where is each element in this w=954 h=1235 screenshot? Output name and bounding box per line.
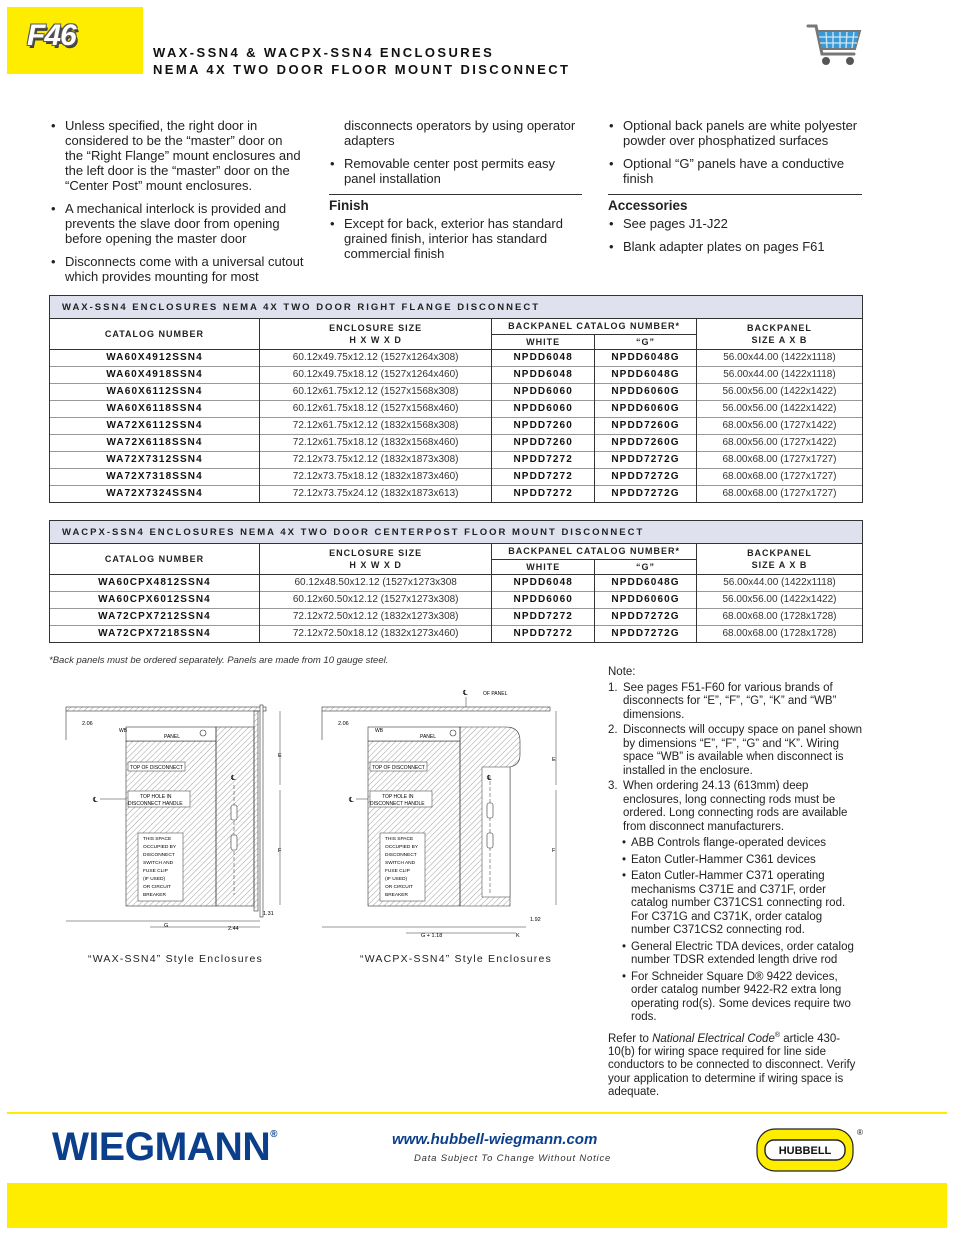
- enclosure-size-cell: 72.12x73.75x12.12 (1832x1873x308): [259, 451, 491, 468]
- backpanel-size-cell: 68.00x68.00 (1727x1727): [696, 451, 862, 468]
- table-body: [50, 349, 862, 502]
- page-number: F46: [27, 19, 76, 52]
- catalog-number-cell: WA72X6112SSN4: [106, 420, 203, 431]
- backpanel-white-cell: NPDD7272: [492, 451, 595, 468]
- centerline-symbol: ℄: [349, 797, 354, 804]
- backpanel-white-cell: NPDD6048: [492, 366, 595, 383]
- backpanel-g-cell: NPDD7260G: [595, 417, 697, 434]
- note-text: See pages F51-F60 for various brands of disconnects for “E”, “F”, “G”, “K” and “WB” dimensions.: [623, 681, 837, 721]
- enclosure-size-cell: 72.12x72.50x12.12 (1832x1273x308): [260, 608, 492, 625]
- space-line: THIS SPACE: [385, 837, 414, 842]
- enclosure-size-cell: 60.12x61.75x18.12 (1527x1568x460): [259, 400, 491, 417]
- intro-bullet: • Unless specified, the right door in considered to be the “master” door on the “Right Flange” mount enclosures and the left door is the “master” door on the “Center Post” mount enclosures.: [50, 118, 304, 193]
- backpanel-white-cell: NPDD6060: [492, 400, 595, 417]
- header-enclosure-size: [260, 544, 492, 574]
- catalog-number-cell: WA72X7324SSN4: [106, 488, 203, 500]
- note-subitem: • For Schneider Square D® 9422 devices, order catalog number 9422-R2 extra long operating rod(s). Some devices require two rods.: [623, 971, 864, 1025]
- optional-label: Optional: [623, 156, 672, 171]
- note-subitem: • ABB Controls flange-operated devices: [623, 837, 864, 851]
- catalog-number-cell: WA60X6118SSN4: [106, 403, 203, 414]
- hubbell-logo: [755, 1127, 863, 1173]
- backpanel-white-cell: NPDD7260: [492, 417, 595, 434]
- table-row: [50, 485, 862, 502]
- wax-ssn4-table: [49, 295, 863, 503]
- label-top-of-disconnect: TOP OF DISCONNECT: [372, 765, 425, 771]
- dim-k: K: [516, 933, 520, 939]
- dim-g-plus: G + 1.18: [421, 933, 443, 939]
- note-subitem: • General Electric TDA devices, order catalog number TDSR extended length drive rod: [623, 941, 864, 968]
- notes: [608, 666, 864, 1100]
- backpanel-size-cell: 68.00x56.00 (1727x1422): [696, 417, 862, 434]
- note-text: Disconnects will occupy space on panel shown by dimensions “E”, “F”, “G” and “K”. Wiring space “WB” is available when disconnect is installed in the enclosure.: [623, 724, 863, 777]
- table-row: [50, 451, 862, 468]
- brand-name: WIEGMANN: [52, 1125, 271, 1169]
- header-catalog-number: CATALOG NUMBER: [50, 544, 260, 574]
- header-g: “G”: [595, 334, 697, 349]
- backpanel-g-cell: NPDD7272G: [595, 451, 697, 468]
- intro-column-3: [608, 118, 862, 262]
- header-catalog-number: CATALOG NUMBER: [50, 319, 259, 349]
- dim-f: F: [278, 848, 282, 854]
- note-item: 2. Disconnects will occupy space on panel shown by dimensions “E”, “F”, “G” and “K”. Wiring space “WB” is available when disconnect is installed in the enclosure.: [608, 724, 863, 777]
- table-row: [50, 625, 862, 642]
- backpanel-white-cell: NPDD6060: [492, 591, 595, 608]
- backpanel-size-cell: 68.00x56.00 (1727x1422): [696, 434, 862, 451]
- backpanel-size-cell: 56.00x56.00 (1422x1422): [696, 400, 862, 417]
- backpanel-g-cell: NPDD6060G: [595, 383, 697, 400]
- table-row: [50, 574, 862, 591]
- label-of-panel: OF PANEL: [483, 691, 508, 697]
- page-title: [153, 44, 570, 78]
- wacpx-ssn4-table: [49, 520, 863, 643]
- catalog-number-cell: WA60X4912SSN4: [106, 352, 203, 363]
- backpanel-g-cell: NPDD7260G: [595, 434, 697, 451]
- label-top-hole-2: DISCONNECT HANDLE: [128, 801, 183, 807]
- dim-2-06: 2.06: [82, 721, 93, 727]
- enclosure-size-cell: 60.12x48.50x12.12 (1527x1273x308: [260, 574, 492, 591]
- nec-reference: [608, 1029, 864, 1100]
- space-line: OCCUPIED BY: [385, 845, 419, 850]
- space-line: SWITCH AND: [143, 861, 174, 866]
- page-tab: [7, 7, 143, 74]
- dim-2-06: 2.06: [338, 721, 349, 727]
- intro-bullet: • Removable center post permits easy panel installation: [329, 156, 582, 186]
- catalog-number-cell: WA72X7318SSN4: [106, 471, 203, 482]
- backpanel-g-cell: NPDD6060G: [595, 400, 697, 417]
- table-title: WACPX-SSN4 ENCLOSURES NEMA 4X TWO DOOR CENTERPOST FLOOR MOUNT DISCONNECT: [50, 521, 862, 544]
- option-text: “G” panels have a conductive finish: [623, 156, 845, 186]
- backpanel-size-cell: 56.00x44.00 (1422x1118): [696, 366, 862, 383]
- header-g: “G”: [595, 559, 697, 574]
- enclosure-size-cell: 72.12x72.50x18.12 (1832x1273x460): [260, 625, 492, 642]
- centerline-symbol: ℄: [463, 690, 468, 697]
- dim-2-44: 2.44: [228, 926, 239, 932]
- product-table: [50, 319, 862, 502]
- footer-bar: [7, 1183, 947, 1228]
- title-line-1: WAX-SSN4 & WACPX-SSN4 ENCLOSURES: [153, 45, 495, 60]
- accessories-heading: Accessories: [608, 194, 862, 213]
- backpanel-size-cell: 56.00x44.00 (1422x1118): [696, 574, 862, 591]
- wiegmann-logo: [52, 1125, 277, 1170]
- catalog-number-cell: WA60X6112SSN4: [106, 386, 203, 397]
- enclosure-size-cell: 60.12x60.50x12.12 (1527x1273x308): [260, 591, 492, 608]
- registered-mark: ®: [857, 1128, 863, 1137]
- header-enclosure-size-label: ENCLOSURE SIZE: [329, 547, 423, 558]
- accessories-bullet: • See pages J1-J22: [608, 216, 862, 231]
- enclosure-size-cell: 60.12x49.75x18.12 (1527x1264x460): [259, 366, 491, 383]
- backpanel-size-cell: 56.00x44.00 (1422x1118): [696, 349, 862, 366]
- table-row: [50, 349, 862, 366]
- backpanel-white-cell: NPDD7260: [492, 434, 595, 451]
- backpanel-size-cell: 68.00x68.00 (1728x1728): [696, 608, 862, 625]
- space-line: THIS SPACE: [143, 837, 172, 842]
- notes-title: Note:: [608, 666, 636, 678]
- backpanel-g-cell: NPDD6060G: [595, 591, 697, 608]
- table-body: [50, 574, 862, 642]
- space-line: (IF USED): [143, 877, 166, 882]
- catalog-number-cell: WA60X4918SSN4: [106, 369, 203, 380]
- table-title: WAX-SSN4 ENCLOSURES NEMA 4X TWO DOOR RIGHT FLANGE DISCONNECT: [50, 296, 862, 319]
- header-white: WHITE: [492, 559, 595, 574]
- backpanel-size-cell: 56.00x56.00 (1422x1422): [696, 383, 862, 400]
- space-line: FUSE CLIP: [385, 869, 410, 874]
- table-row: [50, 366, 862, 383]
- header-backpanel-catalog: BACKPANEL CATALOG NUMBER*: [492, 544, 697, 559]
- catalog-number-cell: WA72CPX7212SSN4: [98, 611, 211, 622]
- refer-text: Refer to: [608, 1032, 653, 1045]
- label-top-hole-2: DISCONNECT HANDLE: [370, 801, 425, 807]
- intro-bullet: • A mechanical interlock is provided and prevents the slave door from opening before opening the master door: [50, 201, 304, 246]
- space-line: FUSE CLIP: [143, 869, 168, 874]
- intro-continuation: disconnects operators by using operator adapters: [344, 118, 576, 148]
- backpanel-g-cell: NPDD7272G: [595, 608, 697, 625]
- catalog-number-cell: WA72X6118SSN4: [106, 437, 203, 448]
- header-backpanel-sub: SIZE A X B: [751, 559, 808, 570]
- space-line: BREAKER: [143, 893, 166, 898]
- header-backpanel-label: BACKPANEL: [747, 322, 812, 333]
- enclosure-size-cell: 60.12x61.75x12.12 (1527x1568x308): [259, 383, 491, 400]
- optional-label: Optional: [623, 118, 672, 133]
- caption-wacpx: “WACPX-SSN4” Style Enclosures: [360, 953, 552, 965]
- centerline-symbol: ℄: [487, 775, 492, 782]
- centerline-symbol: ℄: [231, 775, 236, 782]
- label-wb: WB: [119, 728, 128, 734]
- table-row: [50, 417, 862, 434]
- wax-ssn4-drawing: [60, 695, 300, 945]
- backpanel-size-cell: 56.00x56.00 (1422x1422): [696, 591, 862, 608]
- backpanel-size-cell: 68.00x68.00 (1727x1727): [696, 468, 862, 485]
- centerline-symbol: ℄: [93, 797, 98, 804]
- label-top-hole-1: TOP HOLE IN: [140, 794, 172, 800]
- enclosure-size-cell: 72.12x61.75x18.12 (1832x1568x460): [259, 434, 491, 451]
- space-line: DISCONNECT: [143, 853, 175, 858]
- option-bullet: [608, 156, 862, 186]
- header-enclosure-size-label: ENCLOSURE SIZE: [329, 322, 423, 333]
- backpanel-g-cell: NPDD6048G: [595, 349, 697, 366]
- backpanel-white-cell: NPDD6048: [492, 574, 595, 591]
- header-enclosure-size-sub: H X W X D: [349, 559, 402, 570]
- header-backpanel-label: BACKPANEL: [747, 547, 812, 558]
- header-enclosure-size: [259, 319, 491, 349]
- enclosure-size-cell: 72.12x73.75x24.12 (1832x1873x613): [259, 485, 491, 502]
- backpanel-white-cell: NPDD7272: [492, 485, 595, 502]
- label-top-of-disconnect: TOP OF DISCONNECT: [130, 765, 183, 771]
- dim-e: E: [552, 757, 556, 763]
- accessories-bullet: • Blank adapter plates on pages F61: [608, 239, 862, 254]
- catalog-number-cell: WA72CPX7218SSN4: [98, 628, 211, 640]
- registered-mark: ®: [774, 1031, 781, 1039]
- enclosure-size-cell: 72.12x73.75x18.12 (1832x1873x460): [259, 468, 491, 485]
- enclosure-size-cell: 72.12x61.75x12.12 (1832x1568x308): [259, 417, 491, 434]
- table-row: [50, 591, 862, 608]
- finish-bullet: • Except for back, exterior has standard grained finish, interior has standard commercial finish: [329, 216, 582, 261]
- backpanel-white-cell: NPDD7272: [492, 625, 595, 642]
- header-backpanel-size: [696, 544, 862, 574]
- note-subitem: • Eaton Cutler-Hammer C361 devices: [623, 854, 864, 868]
- backpanel-white-cell: NPDD7272: [492, 468, 595, 485]
- header-enclosure-size-sub: H X W X D: [349, 334, 402, 345]
- dim-1-92: 1.92: [530, 917, 541, 923]
- backpanel-size-cell: 68.00x68.00 (1728x1728): [696, 625, 862, 642]
- header-backpanel-size: [696, 319, 862, 349]
- table-row: [50, 608, 862, 625]
- space-line: BREAKER: [385, 893, 408, 898]
- note-item: 3. When ordering 24.13 (613mm) deep enclosures, long connecting rods must be ordered. Long connecting rods are available from disconnect manufacturers. • ABB Controls flange-operated devices • Eaton Cutler-Hammer C361 devices • Eaton Cutler-Hammer C371 operating mechanisms C371E and C371F, order catalog number C371CS1 connecting rod. For C371G and C371K, order catalog number C371CS2 connecting rod. • General Electric TDA devices, order catalog number TDSR extended length drive rod • For Schneider Square D® 9422 devices, order catalog number 9422-R2 extra long operating rod(s). Some devices require two rods.: [608, 780, 864, 1025]
- backpanel-g-cell: NPDD7272G: [595, 485, 697, 502]
- backpanel-size-cell: 68.00x68.00 (1727x1727): [696, 485, 862, 502]
- table-row: [50, 468, 862, 485]
- intro-bullet: • Disconnects come with a universal cutout which provides mounting for most: [50, 254, 304, 284]
- intro-column-1: [50, 118, 304, 292]
- header-white: WHITE: [492, 334, 595, 349]
- dim-e: E: [278, 753, 282, 759]
- space-line: OR CIRCUIT: [143, 885, 171, 890]
- backpanel-g-cell: NPDD6048G: [595, 574, 697, 591]
- title-line-2: NEMA 4X TWO DOOR FLOOR MOUNT DISCONNECT: [153, 62, 571, 77]
- table-row: [50, 400, 862, 417]
- finish-heading: Finish: [329, 194, 582, 213]
- backpanel-white-cell: NPDD6060: [492, 383, 595, 400]
- space-line: DISCONNECT: [385, 853, 417, 858]
- dim-g: G: [164, 923, 169, 929]
- space-line: SWITCH AND: [385, 861, 416, 866]
- option-bullet: [608, 118, 862, 148]
- intro-column-2: [329, 118, 582, 269]
- space-line: OCCUPIED BY: [143, 845, 177, 850]
- dim-f: F: [552, 848, 556, 854]
- caption-wax: “WAX-SSN4” Style Enclosures: [88, 953, 263, 965]
- enclosure-size-cell: 60.12x49.75x12.12 (1527x1264x308): [259, 349, 491, 366]
- wacpx-ssn4-drawing: [316, 685, 566, 945]
- space-line: OR CIRCUIT: [385, 885, 413, 890]
- header-backpanel-sub: SIZE A X B: [751, 334, 808, 345]
- option-text: back panels are white polyester powder over phosphatized surfaces: [623, 118, 858, 148]
- footer-rule: [7, 1112, 947, 1114]
- shopping-cart-icon[interactable]: [806, 20, 862, 68]
- nec-title: National Electrical Code: [652, 1032, 775, 1045]
- backpanel-white-cell: NPDD7272: [492, 608, 595, 625]
- hubbell-wordmark: HUBBELL: [778, 1145, 832, 1157]
- catalog-number-cell: WA60CPX6012SSN4: [98, 594, 211, 605]
- backpanel-white-cell: NPDD6048: [492, 349, 595, 366]
- website-link[interactable]: www.hubbell-wiegmann.com: [392, 1131, 598, 1148]
- table-row: [50, 383, 862, 400]
- refer-text: article 430-10(b) for wiring space required for line side conductors to be connected to disconnect. Verify your application to determine if wiring space is adequate.: [608, 1032, 856, 1099]
- note-text: When ordering 24.13 (613mm) deep enclosures, long connecting rods must be ordered. Long connecting rods are available from disconnect manufacturers.: [623, 780, 848, 833]
- table-footnote: *Back panels must be ordered separately. Panels are made from 10 gauge steel.: [49, 655, 389, 666]
- label-top-hole-1: TOP HOLE IN: [382, 794, 414, 800]
- label-panel: PANEL: [420, 734, 437, 740]
- backpanel-g-cell: NPDD6048G: [595, 366, 697, 383]
- note-subitem: • Eaton Cutler-Hammer C371 operating mechanisms C371E and C371F, order catalog number C371CS1 connecting rod. For C371G and C371K, order catalog number C371CS2 connecting rod.: [623, 870, 864, 938]
- catalog-number-cell: WA72X7312SSN4: [106, 454, 203, 465]
- label-panel: PANEL: [164, 734, 181, 740]
- backpanel-g-cell: NPDD7272G: [595, 468, 697, 485]
- dim-1-31: 1.31: [263, 911, 274, 917]
- backpanel-g-cell: NPDD7272G: [595, 625, 697, 642]
- space-line: (IF USED): [385, 877, 408, 882]
- note-item: 1. See pages F51-F60 for various brands of disconnects for “E”, “F”, “G”, “K” and “WB” dimensions.: [608, 681, 837, 721]
- table-row: [50, 434, 862, 451]
- product-table: [50, 544, 862, 642]
- disclaimer: Data Subject To Change Without Notice: [414, 1153, 612, 1164]
- catalog-number-cell: WA60CPX4812SSN4: [98, 577, 211, 588]
- label-wb: WB: [375, 728, 384, 734]
- header-backpanel-catalog: BACKPANEL CATALOG NUMBER*: [492, 319, 697, 334]
- registered-mark: ®: [270, 1129, 277, 1140]
